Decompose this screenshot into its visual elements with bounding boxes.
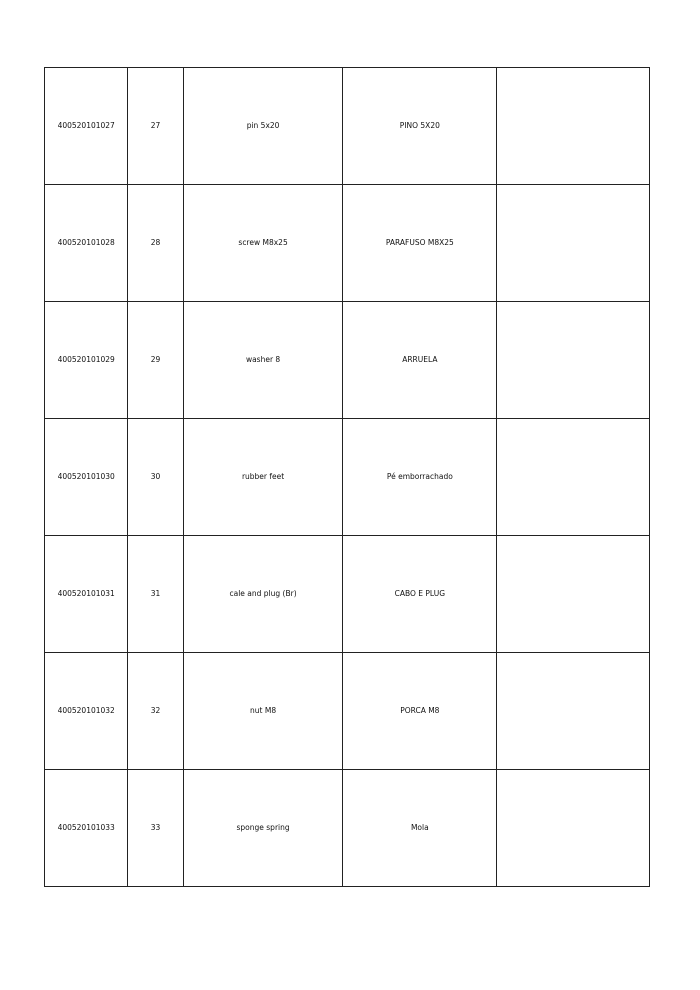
- part-code-cell: 400520101031: [45, 536, 128, 653]
- english-description-cell: screw M8x25: [183, 185, 343, 302]
- notes-cell: [497, 770, 650, 887]
- portuguese-description-cell: Mola: [343, 770, 497, 887]
- notes-cell: [497, 68, 650, 185]
- table-row: [45, 68, 650, 185]
- part-code-cell: 400520101027: [45, 68, 128, 185]
- parts-table: [44, 67, 650, 887]
- portuguese-description-cell: PARAFUSO M8X25: [343, 185, 497, 302]
- item-number-cell: 29: [128, 302, 183, 419]
- item-number-cell: 27: [128, 68, 183, 185]
- item-number-cell: 28: [128, 185, 183, 302]
- item-number-cell: 30: [128, 419, 183, 536]
- part-code-cell: 400520101028: [45, 185, 128, 302]
- table-row: [45, 302, 650, 419]
- portuguese-description-cell: ARRUELA: [343, 302, 497, 419]
- portuguese-description-cell: PINO 5X20: [343, 68, 497, 185]
- portuguese-description-cell: CABO E PLUG: [343, 536, 497, 653]
- notes-cell: [497, 302, 650, 419]
- table-row: [45, 419, 650, 536]
- item-number-cell: 32: [128, 653, 183, 770]
- portuguese-description-cell: PORCA M8: [343, 653, 497, 770]
- table-row: [45, 653, 650, 770]
- notes-cell: [497, 536, 650, 653]
- item-number-cell: 31: [128, 536, 183, 653]
- english-description-cell: pin 5x20: [183, 68, 343, 185]
- table-row: [45, 770, 650, 887]
- english-description-cell: cale and plug (Br): [183, 536, 343, 653]
- part-code-cell: 400520101029: [45, 302, 128, 419]
- english-description-cell: washer 8: [183, 302, 343, 419]
- table-row: [45, 185, 650, 302]
- item-number-cell: 33: [128, 770, 183, 887]
- english-description-cell: rubber feet: [183, 419, 343, 536]
- english-description-cell: nut M8: [183, 653, 343, 770]
- english-description-cell: sponge spring: [183, 770, 343, 887]
- notes-cell: [497, 653, 650, 770]
- notes-cell: [497, 419, 650, 536]
- part-code-cell: 400520101030: [45, 419, 128, 536]
- part-code-cell: 400520101032: [45, 653, 128, 770]
- portuguese-description-cell: Pé emborrachado: [343, 419, 497, 536]
- table-row: [45, 536, 650, 653]
- notes-cell: [497, 185, 650, 302]
- part-code-cell: 400520101033: [45, 770, 128, 887]
